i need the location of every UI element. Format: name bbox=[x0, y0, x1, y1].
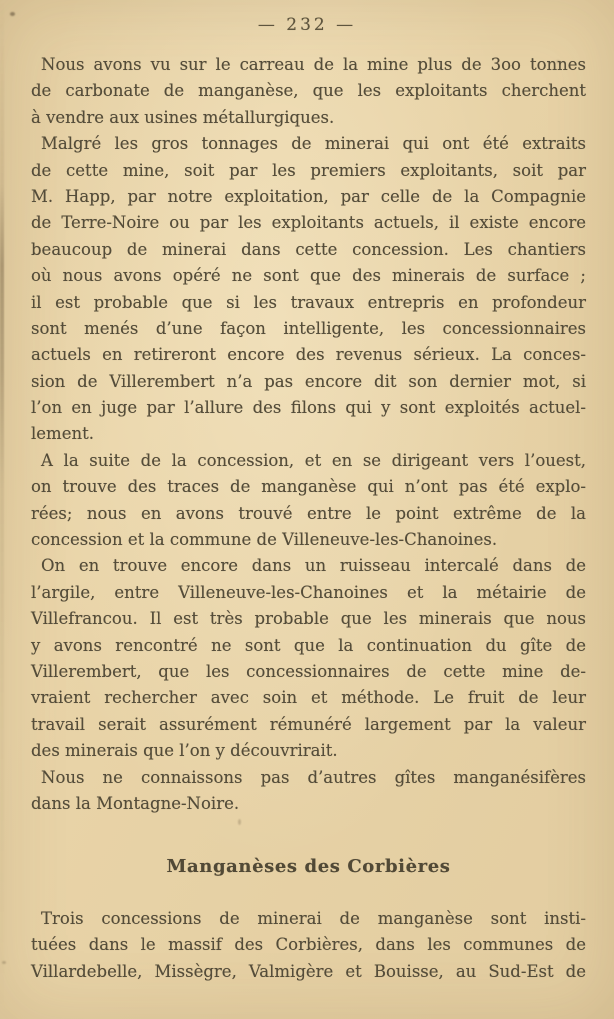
paragraph bbox=[31, 52, 586, 131]
text-line: actuels en retireront encore des revenus sérieux. La conces- bbox=[31, 345, 586, 365]
text-line: Malgré les gros tonnages de minerai qui ont été extraits bbox=[41, 134, 586, 154]
text-line: l’argile, entre Villeneuve-les-Chanoines et la métairie de bbox=[31, 582, 586, 602]
page-number-header: — 232 — bbox=[257, 15, 357, 35]
scan-edge-shadow bbox=[0, 0, 4, 1019]
text-line: travail serait assurément rémunéré largement par la valeur bbox=[31, 714, 586, 734]
text-line: dans la Montagne-Noire. bbox=[31, 793, 240, 813]
text-line: Nous ne connaissons pas d’autres gîtes manganésifères bbox=[41, 767, 586, 787]
text-line: il est probable que si les travaux entrepris en profondeur bbox=[31, 292, 586, 312]
text-line: de cette mine, soit par les premiers exploitants, soit par bbox=[31, 160, 586, 180]
paragraph bbox=[31, 553, 586, 764]
scan-speck bbox=[10, 12, 15, 16]
text-line: A la suite de la concession, et en se dirigeant vers l’ouest, bbox=[41, 450, 586, 470]
text-line: sont menés d’une façon intelligente, les concessionnaires bbox=[31, 318, 586, 338]
text-line: où nous avons opéré ne sont que des minerais de surface ; bbox=[31, 266, 586, 286]
paragraph bbox=[31, 906, 586, 985]
text-line: de Terre-Noire ou par les exploitants actuels, il existe encore bbox=[31, 213, 586, 233]
text-line: sion de Villerembert n’a pas encore dit son dernier mot, si bbox=[31, 371, 586, 391]
text-line: lement. bbox=[31, 424, 94, 444]
text-line: de carbonate de manganèse, que les exploitants cherchent bbox=[31, 81, 586, 101]
text-line: Nous avons vu sur le carreau de la mine plus de 3oo tonnes bbox=[41, 55, 586, 74]
text-line: à vendre aux usines métallurgiques. bbox=[31, 107, 335, 127]
paragraph bbox=[31, 131, 586, 448]
text-line: l’on en juge par l’allure des filons qui y sont exploités actuel- bbox=[31, 398, 586, 418]
text-line: vraient rechercher avec soin et méthode. Le fruit de leur bbox=[31, 688, 586, 708]
text-line: beaucoup de minerai dans cette concession. Les chantiers bbox=[31, 239, 586, 259]
text-line: on trouve des traces de manganèse qui n’ont pas été explo- bbox=[31, 477, 586, 497]
text-line: Trois concessions de minerai de manganèse sont insti- bbox=[41, 908, 586, 928]
text-line: tuées dans le massif des Corbières, dans les communes de bbox=[31, 935, 586, 955]
paragraph bbox=[31, 765, 586, 818]
text-line: Villefrancou. Il est très probable que les minerais que nous bbox=[31, 609, 586, 629]
text-line: Villardebelle, Missègre, Valmigère et Bouisse, au Sud-Est de bbox=[31, 961, 586, 981]
text-line: M. Happ, par notre exploitation, par celle de la Compagnie bbox=[31, 186, 586, 206]
text-line: Villerembert, que les concessionnaires de cette mine de- bbox=[31, 661, 586, 681]
text-line: On en trouve encore dans un ruisseau intercalé dans de bbox=[41, 556, 586, 576]
text-line: concession et la commune de Villeneuve-les-Chanoines. bbox=[31, 530, 498, 550]
scan-speck bbox=[2, 961, 6, 964]
page-body bbox=[0, 37, 614, 985]
scan-speck bbox=[556, 60, 560, 63]
text-line: rées; nous en avons trouvé entre le point extrême de la bbox=[31, 503, 586, 523]
paragraph bbox=[31, 448, 586, 554]
text-line: des minerais que l’on y découvrirait. bbox=[31, 741, 338, 761]
text-line: y avons rencontré ne sont que la continuation du gîte de bbox=[31, 635, 586, 655]
scan-speck bbox=[238, 819, 241, 825]
section-heading: Manganèses des Corbières bbox=[166, 856, 451, 878]
